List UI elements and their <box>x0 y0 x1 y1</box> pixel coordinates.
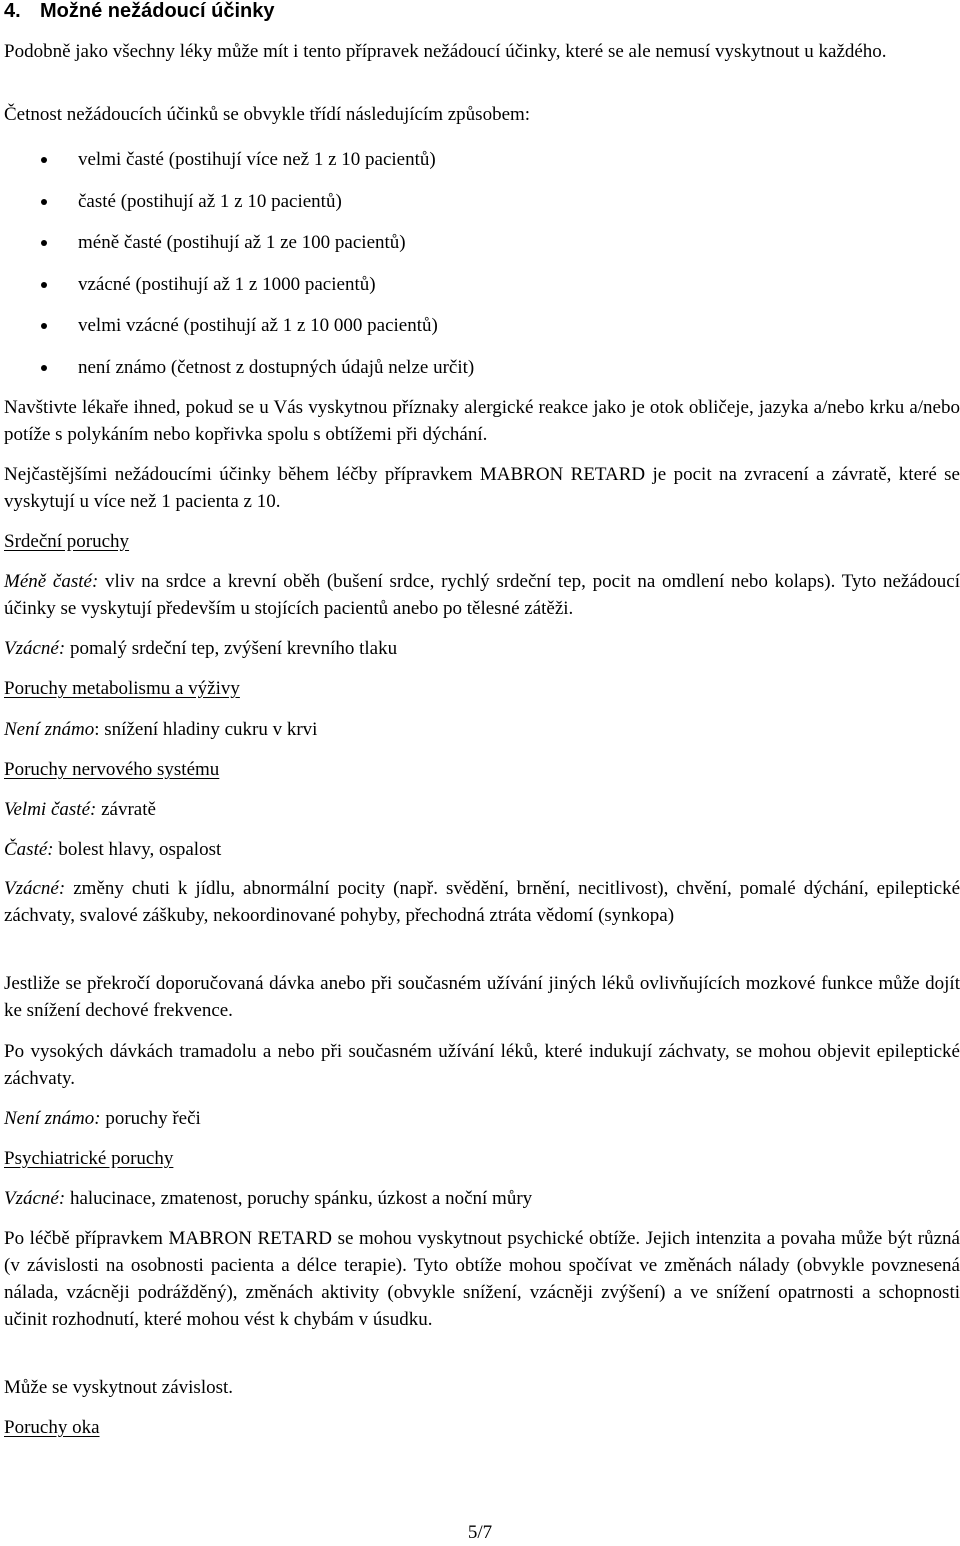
frequency-item-text: méně časté (postihují až 1 ze 100 pacientů) <box>78 232 406 253</box>
allergy-warning: Navštivte lékaře ihned, pokud se u Vás vyskytnou příznaky alergické reakce jako je otok obličeje, jazyka a/nebo krku a/nebo potíže s polykáním nebo kopřivka spolu s obtížemi při dýchání. <box>4 397 960 445</box>
frequency-intro: Četnost nežádoucích účinků se obvykle třídí následujícím způsobem: <box>4 104 531 125</box>
effect-text: halucinace, zmatenost, poruchy spánku, úzkost a noční můry <box>65 1188 533 1209</box>
eye-heading: Poruchy oka <box>4 1417 100 1438</box>
bullet-icon <box>41 365 47 371</box>
section-heading <box>4 0 274 24</box>
most-common-effects: Nejčastějšími nežádoucími účinky během léčby přípravkem MABRON RETARD je pocit na zvracení a závratě, které se vyskytují u více než 1 pacienta z 10. <box>4 464 960 512</box>
section-number: 4. <box>4 0 21 22</box>
effect-text: pomalý srdeční tep, zvýšení krevního tlaku <box>65 638 398 659</box>
frequency-label: Časté: <box>4 839 54 860</box>
frequency-item-text: není známo (četnost z dostupných údajů nelze určit) <box>78 357 475 378</box>
metabolism-heading: Poruchy metabolismu a výživy <box>4 678 240 699</box>
nervous-unknown <box>4 1105 960 1132</box>
frequency-item-text: vzácné (postihují až 1 z 1000 pacientů) <box>78 274 376 295</box>
frequency-label: Velmi časté: <box>4 799 97 820</box>
bullet-icon <box>41 199 47 205</box>
psychiatric-heading: Psychiatrické poruchy <box>4 1148 174 1169</box>
frequency-item-text: velmi časté (postihují více než 1 z 10 pacientů) <box>78 149 436 170</box>
effect-text: bolest hlavy, ospalost <box>53 839 222 860</box>
nervous-very-common <box>4 796 960 823</box>
section-title: Možné nežádoucí účinky <box>40 0 275 22</box>
nervous-rare <box>4 875 960 929</box>
bullet-icon <box>41 157 47 163</box>
effect-text: závratě <box>96 799 156 820</box>
nervous-common <box>4 836 960 863</box>
frequency-label: Vzácné: <box>4 1188 66 1209</box>
frequency-item-text: velmi vzácné (postihují až 1 z 10 000 pacientů) <box>78 315 438 336</box>
cardiac-uncommon <box>4 568 960 622</box>
bullet-icon <box>41 240 47 246</box>
frequency-label: Není známo: <box>4 1108 101 1129</box>
metabolism-unknown <box>4 716 960 743</box>
psychiatric-rare <box>4 1185 960 1212</box>
effect-text: : snížení hladiny cukru v krvi <box>94 719 318 740</box>
bullet-icon <box>41 323 47 329</box>
nervous-heading: Poruchy nervového systému <box>4 759 220 780</box>
psychiatric-paragraph: Po léčbě přípravkem MABRON RETARD se mohou vyskytnout psychické obtíže. Jejich intenzita a povaha může být různá (v závislosti na osobnosti pacienta a délce terapie). Tyto obtíže mohou spočívat ve změnách nálady (obvykle povznesená nálada, vzácněji podrážděný), změnách aktivity (obvykle snížení, vzácněji zvýšení) a ve snížení opatrnosti a schopnosti učinit rozhodnutí, které mohou vést k chybám v úsudku. <box>4 1228 960 1330</box>
cardiac-heading: Srdeční poruchy <box>4 531 130 552</box>
high-doses-paragraph: Po vysokých dávkách tramadolu a nebo při současném užívání léků, které indukují záchvaty, se mohou objevit epileptické záchvaty. <box>4 1041 960 1089</box>
effect-text: změny chuti k jídlu, abnormální pocity (např. svědění, brnění, necitlivost), chvění, pomalé dýchání, epileptické záchvaty, svalové záškuby, nekoordinované pohyby, přechodná ztráta vědomí (synkopa) <box>4 878 960 926</box>
intro-paragraph: Podobně jako všechny léky může mít i tento přípravek nežádoucí účinky, které se ale nemusí vyskytnout u každého. <box>4 41 887 62</box>
frequency-item-text: časté (postihují až 1 z 10 pacientů) <box>78 191 342 212</box>
bullet-icon <box>41 282 47 288</box>
effect-text: vliv na srdce a krevní oběh (bušení srdce, rychlý srdeční tep, pocit na omdlení nebo kolaps). Tyto nežádoucí účinky se vyskytují především u stojících pacientů anebo po tělesné zátěži. <box>4 571 960 619</box>
frequency-label: Vzácné: <box>4 638 66 659</box>
effect-text: poruchy řeči <box>100 1108 201 1129</box>
page-number: 5/7 <box>467 1522 493 1543</box>
frequency-label: Méně časté: <box>4 571 99 592</box>
overdose-paragraph: Jestliže se překročí doporučovaná dávka anebo při současném užívání jiných léků ovlivňujících mozkové funkce může dojít ke snížení dechové frekvence. <box>4 973 960 1021</box>
dependence-note: Může se vyskytnout závislost. <box>4 1377 234 1398</box>
cardiac-rare <box>4 635 960 662</box>
frequency-label: Není známo <box>4 719 95 740</box>
frequency-label: Vzácné: <box>4 878 66 899</box>
